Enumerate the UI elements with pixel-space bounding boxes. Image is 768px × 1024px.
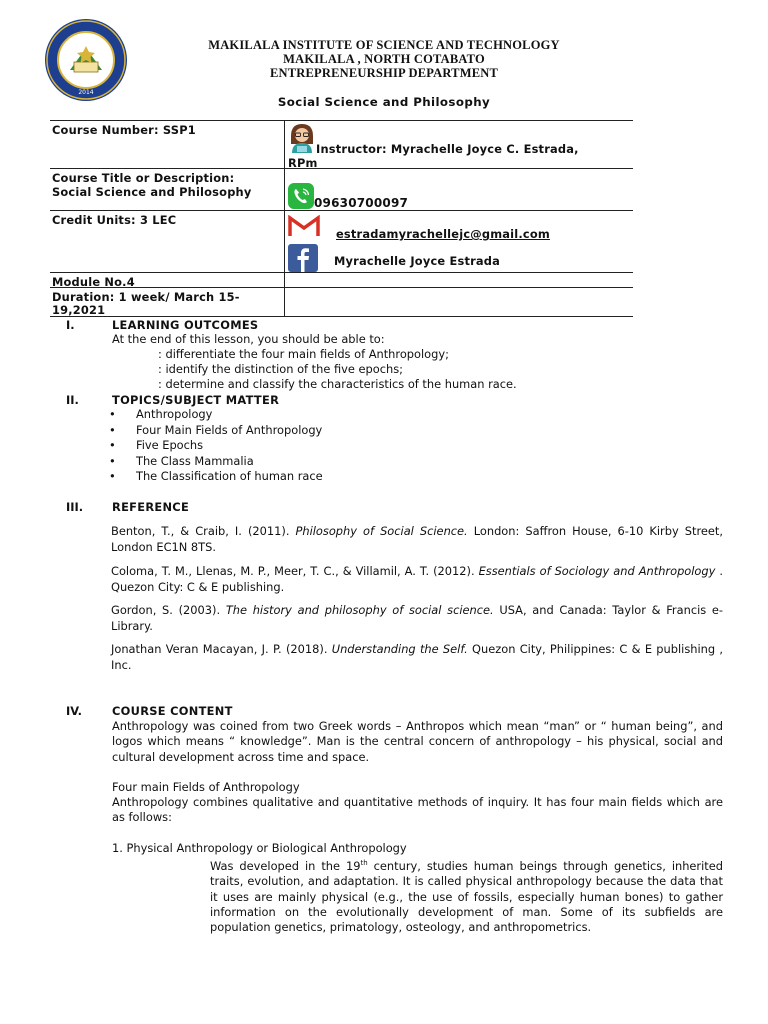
- table-border: [50, 287, 633, 288]
- facebook-icon: [288, 244, 318, 272]
- reference-heading: REFERENCE: [112, 500, 190, 514]
- course-title-value: Social Science and Philosophy: [52, 185, 252, 199]
- fields-intro: Anthropology combines qualitative and quantitative methods of inquiry. It has four main fields which are as follows:: [112, 795, 723, 825]
- course-content-heading: COURSE CONTENT: [112, 704, 233, 718]
- duration-label: Duration: 1 week/ March 15-: [52, 290, 240, 304]
- table-border: [50, 168, 633, 169]
- field1-description: Was developed in the 19th century, studies human beings through genetics, inherited traits, evolution, and adaptation. It is called physical anthropology because the data that it uses are mainly physical (e.g., the use of fossils, especially human bones) to gather information on the evolutionally development of man. Some of its subfields are population genetics, primatology, osteology, and anthropometrics.: [210, 858, 723, 935]
- reference-entry: Jonathan Veran Macayan, J. P. (2018). Understanding the Self. Quezon City, Philippines: C & E publishing , Inc.: [111, 642, 723, 672]
- logo-year: 2014: [78, 89, 94, 96]
- duration-value: 19,2021: [52, 303, 106, 317]
- instructor-name: Instructor: Myrachelle Joyce C. Estrada,: [316, 142, 579, 156]
- learning-outcome-item: : identify the distinction of the five epochs;: [158, 362, 403, 376]
- topics-heading: TOPICS/SUBJECT MATTER: [112, 393, 280, 407]
- topic-item: • The Classification of human race: [136, 469, 323, 484]
- field1-title: 1. Physical Anthropology or Biological Anthropology: [112, 841, 407, 855]
- gmail-icon: [288, 215, 320, 237]
- phone-icon: [288, 183, 314, 209]
- instructor-avatar-icon: [288, 122, 316, 154]
- section-numeral: III.: [66, 500, 84, 514]
- table-border: [50, 272, 633, 273]
- module-number: Module No.4: [52, 275, 135, 289]
- institution-location: MAKILALA , NORTH COTABATO: [283, 52, 485, 66]
- topic-item: • Four Main Fields of Anthropology: [136, 423, 322, 438]
- table-border: [50, 210, 633, 211]
- course-title-label: Course Title or Description:: [52, 171, 235, 185]
- learning-outcome-item: : determine and classify the characteristics of the human race.: [158, 377, 517, 391]
- table-divider: [284, 120, 285, 316]
- table-border: [50, 316, 633, 317]
- phone-number: 09630700097: [314, 196, 409, 210]
- course-content-intro: Anthropology was coined from two Greek words – Anthropos which mean “man” or “ human being”, and logos which means “ knowledge”. Man is the central concern of anthropology – his physical, social and cultural development across time and space.: [112, 719, 723, 764]
- topic-item: • Anthropology: [136, 407, 212, 422]
- topic-item: • The Class Mammalia: [136, 454, 254, 469]
- learning-outcome-item: : differentiate the four main fields of Anthropology;: [158, 347, 449, 361]
- learning-outcomes-heading: LEARNING OUTCOMES: [112, 318, 259, 332]
- section-numeral: I.: [66, 318, 75, 332]
- department-name: ENTREPRENEURSHIP DEPARTMENT: [269, 66, 499, 80]
- fields-heading: Four main Fields of Anthropology: [112, 780, 300, 794]
- email-link[interactable]: estradamyrachellejc@gmail.com: [336, 227, 550, 241]
- table-border: [50, 120, 633, 121]
- subject-title: Social Science and Philosophy: [277, 95, 491, 109]
- institution-name: MAKILALA INSTITUTE OF SCIENCE AND TECHNOLOGY: [208, 38, 560, 52]
- section-numeral: II.: [66, 393, 79, 407]
- reference-entry: Gordon, S. (2003). The history and philosophy of social science. USA, and Canada: Taylor & Francis e-Library.: [111, 603, 724, 633]
- instructor-suffix: RPm: [288, 156, 318, 170]
- topic-item: • Five Epochs: [136, 438, 203, 453]
- course-number: Course Number: SSP1: [52, 123, 196, 137]
- learning-outcomes-intro: At the end of this lesson, you should be able to:: [112, 332, 385, 346]
- section-numeral: IV.: [66, 704, 82, 718]
- reference-entry: Benton, T., & Craib, I. (2011). Philosophy of Social Science. London: Saffron House, 6-10 Kirby Street, London EC1N 8TS.: [111, 524, 723, 554]
- credit-units: Credit Units: 3 LEC: [52, 213, 177, 227]
- facebook-name: Myrachelle Joyce Estrada: [334, 254, 501, 268]
- reference-entry: Coloma, T. M., Llenas, M. P., Meer, T. C., & Villamil, A. T. (2012). Essentials of Sociology and Anthropology . Quezon City: C & E publishing.: [111, 564, 723, 594]
